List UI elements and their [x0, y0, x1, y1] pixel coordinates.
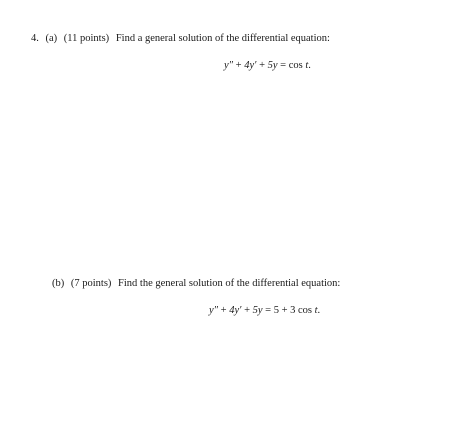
eq-b-4y-prime: 4y′	[229, 305, 242, 316]
part-b-header	[52, 277, 340, 291]
part-b-prompt: Find the general solution of the differential equation:	[118, 278, 341, 289]
problem-number: 4.	[31, 33, 39, 44]
eq-a-period: .	[308, 60, 311, 71]
eq-b-5y: 5y	[252, 305, 263, 316]
eq-b-plus-2: +	[244, 305, 250, 316]
eq-a-y-double-prime: y″	[224, 60, 234, 71]
eq-a-cos: cos	[288, 60, 303, 71]
eq-a-4y-prime: 4y′	[244, 60, 257, 71]
eq-a-plus-2: +	[259, 60, 265, 71]
eq-b-plus-3: +	[281, 305, 288, 316]
eq-b-equals: =	[265, 305, 272, 316]
eq-b-3: 3	[290, 305, 296, 316]
part-b-label: (b)	[52, 278, 65, 289]
eq-b-cos: cos	[298, 305, 312, 316]
part-a-equation	[224, 59, 311, 73]
eq-b-plus-1: +	[220, 305, 227, 316]
part-a-label: (a)	[45, 33, 58, 44]
eq-b-y-double-prime: y″	[209, 305, 219, 316]
part-b-equation	[209, 304, 320, 318]
eq-b-t: t	[314, 305, 318, 316]
eq-b-period: .	[317, 305, 321, 316]
part-b-points: (7 points)	[70, 278, 112, 289]
part-a-prompt: Find a general solution of the differential equation:	[115, 33, 330, 44]
eq-a-plus-1: +	[235, 60, 242, 71]
eq-b-5: 5	[273, 305, 279, 316]
eq-a-5y: 5y	[267, 60, 278, 71]
eq-a-t: t	[305, 60, 309, 71]
part-a-header	[31, 32, 330, 46]
part-a-points: (11 points)	[63, 33, 110, 44]
eq-a-equals: =	[280, 60, 287, 71]
